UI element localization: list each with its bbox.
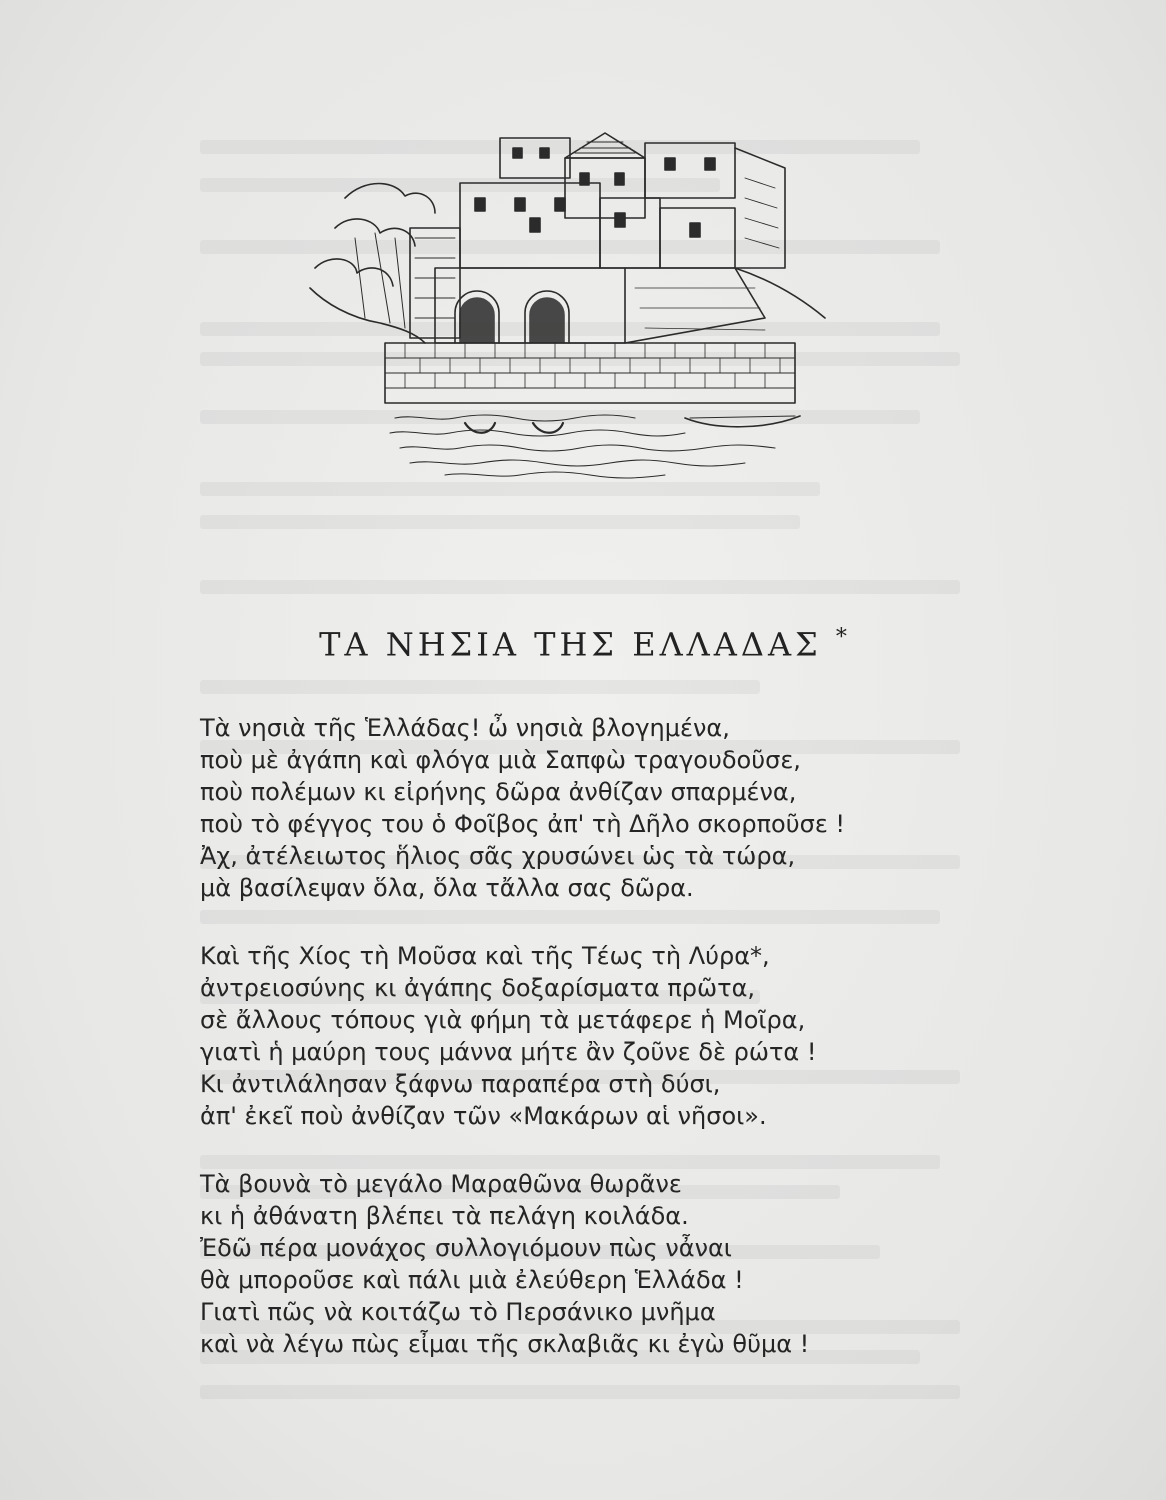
verse-line: γιατὶ ἡ μαύρη τους μάννα μήτε ἂν ζοῦνε δὲ ρώτα !	[200, 1038, 817, 1066]
verse-line: καὶ νὰ λέγω πὼς εἶμαι τῆς σκλαβιᾶς κι ἐγὼ θῦμα !	[200, 1330, 810, 1358]
verse-line: ἀπ' ἐκεῖ ποὺ ἀνθίζαν τῶν «Μακάρων αἱ νῆσοι».	[200, 1102, 767, 1130]
verse-line: ἀντρειοσύνης κι ἀγάπης δοξαρίσματα πρῶτα,	[200, 974, 756, 1002]
verse-line: ποὺ τὸ φέγγος του ὁ Φοῖβος ἀπ' τὴ Δῆλο σκορποῦσε !	[200, 810, 846, 838]
island-houses-illustration	[295, 118, 840, 483]
verse-line: Καὶ τῆς Χίος τὴ Μοῦσα καὶ τῆς Τέως τὴ Λύρα*,	[200, 942, 770, 970]
verse-line: Κι ἀντιλάλησαν ξάφνω παραπέρα στὴ δύσι,	[200, 1070, 721, 1098]
verse-line: σὲ ἄλλους τόπους γιὰ φήμη τὰ μετάφερε ἡ Μοῖρα,	[200, 1006, 806, 1034]
verse-line: θὰ μποροῦσε καὶ πάλι μιὰ ἐλεύθερη Ἑλλάδα !	[200, 1266, 744, 1294]
poem-title-text: ΤΑ ΝΗΣΙΑ ΤΗΣ ΕΛΛΑΔΑΣ	[319, 625, 822, 664]
verse-line: ποὺ μὲ ἀγάπη καὶ φλόγα μιὰ Σαπφὼ τραγουδοῦσε,	[200, 746, 801, 774]
verse-line: ποὺ πολέμων κι εἰρήνης δῶρα ἀνθίζαν σπαρμένα,	[200, 778, 797, 806]
verse-line: Ἐδῶ πέρα μονάχος συλλογιόμουν πὼς νἆναι	[200, 1234, 732, 1262]
verse-line: Ἀχ, ἀτέλειωτος ἥλιος σᾶς χρυσώνει ὡς τὰ τώρα,	[200, 842, 796, 870]
poem-title	[0, 625, 1166, 664]
verse-line: μὰ βασίλεψαν ὅλα, ὅλα τἄλλα σας δῶρα.	[200, 874, 694, 902]
verse-line: Γιατὶ πῶς νὰ κοιτάζω τὸ Περσάνικο μνῆμα	[200, 1298, 716, 1326]
verse-line: κι ἡ ἀθάνατη βλέπει τὰ πελάγη κοιλάδα.	[200, 1202, 689, 1230]
stanza-1	[200, 712, 960, 904]
verse-line: Τὰ νησιὰ τῆς Ἑλλάδας! ὦ νησιὰ βλογημένα,	[200, 714, 730, 742]
stanza-3	[200, 1168, 960, 1360]
title-footnote-mark: *	[835, 625, 847, 650]
stanza-2	[200, 940, 960, 1132]
verse-line: Τὰ βουνὰ τὸ μεγάλο Μαραθῶνα θωρᾶνε	[200, 1170, 682, 1198]
poem-body	[200, 712, 960, 1360]
